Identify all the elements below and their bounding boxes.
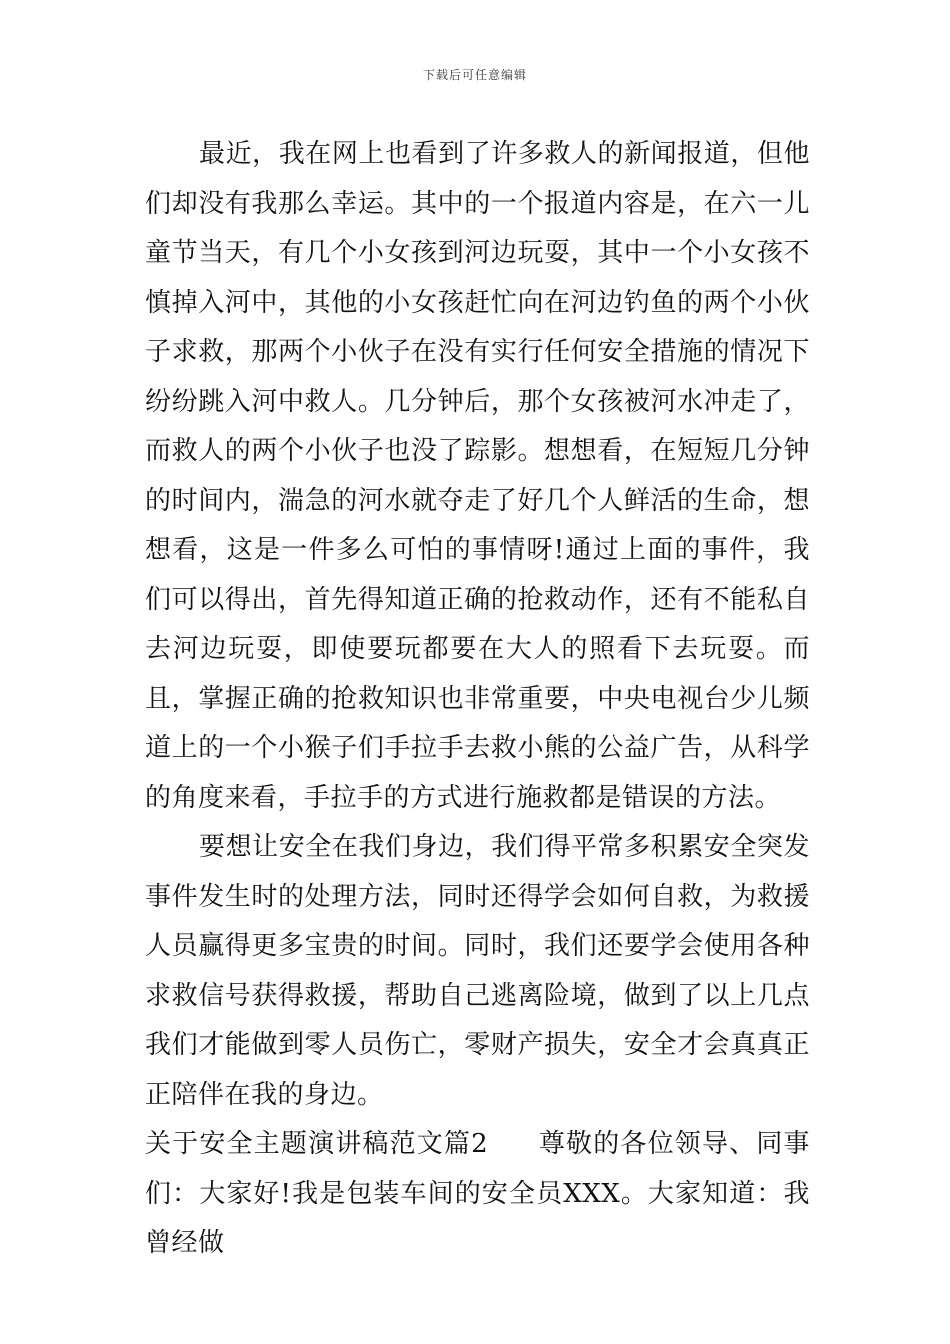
speech-opening: 大家好!我是包装车间的安全员XXX。大家知道：我曾经做 xyxy=(145,1178,810,1258)
greeting: 尊敬的各位领导、同事们： xyxy=(145,1129,810,1209)
paragraph-safety-knowledge: 要想让安全在我们身边，我们得平常多积累安全突发事件发生时的处理方法，同时还得学会如何自救，为救援人员赢得更多宝贵的时间。同时，我们还要学会使用各种求救信号获得救援，帮助自己逃离险境，做到了以上几点我们才能做到零人员伤亡，零财产损失，安全才会真真正正陪伴在我的身边。 xyxy=(145,832,810,1110)
section-title: 关于安全主题演讲稿范文篇2 xyxy=(145,1129,489,1159)
document-body xyxy=(145,130,810,1269)
paragraph-rescue-news: 最近，我在网上也看到了许多救人的新闻报道，但他们却没有我那么幸运。其中的一个报道内容是，在六一儿童节当天，有几个小女孩到河边玩耍，其中一个小女孩不慎掉入河中，其他的小女孩赶忙向在河边钓鱼的两个小伙子求救，那两个小伙子在没有实行任何安全措施的情况下纷纷跳入河中救人。几分钟后，那个女孩被河水冲走了，而救人的两个小伙子也没了踪影。想想看，在短短几分钟的时间内，湍急的河水就夺走了好几个人鲜活的生命，想想看，这是一件多么可怕的事情呀!通过上面的事件，我们可以得出，首先得知道正确的抢救动作，还有不能私自去河边玩耍，即使要玩都要在大人的照看下去玩耍。而且，掌握正确的抢救知识也非常重要，中央电视台少儿频道上的一个小猴子们手拉手去救小熊的公益广告，从科学的角度来看，手拉手的方式进行施救都是错误的方法。 xyxy=(145,139,810,813)
section-heading-line xyxy=(145,1120,810,1269)
download-editable-note: 下载后可任意编辑 xyxy=(422,68,527,82)
